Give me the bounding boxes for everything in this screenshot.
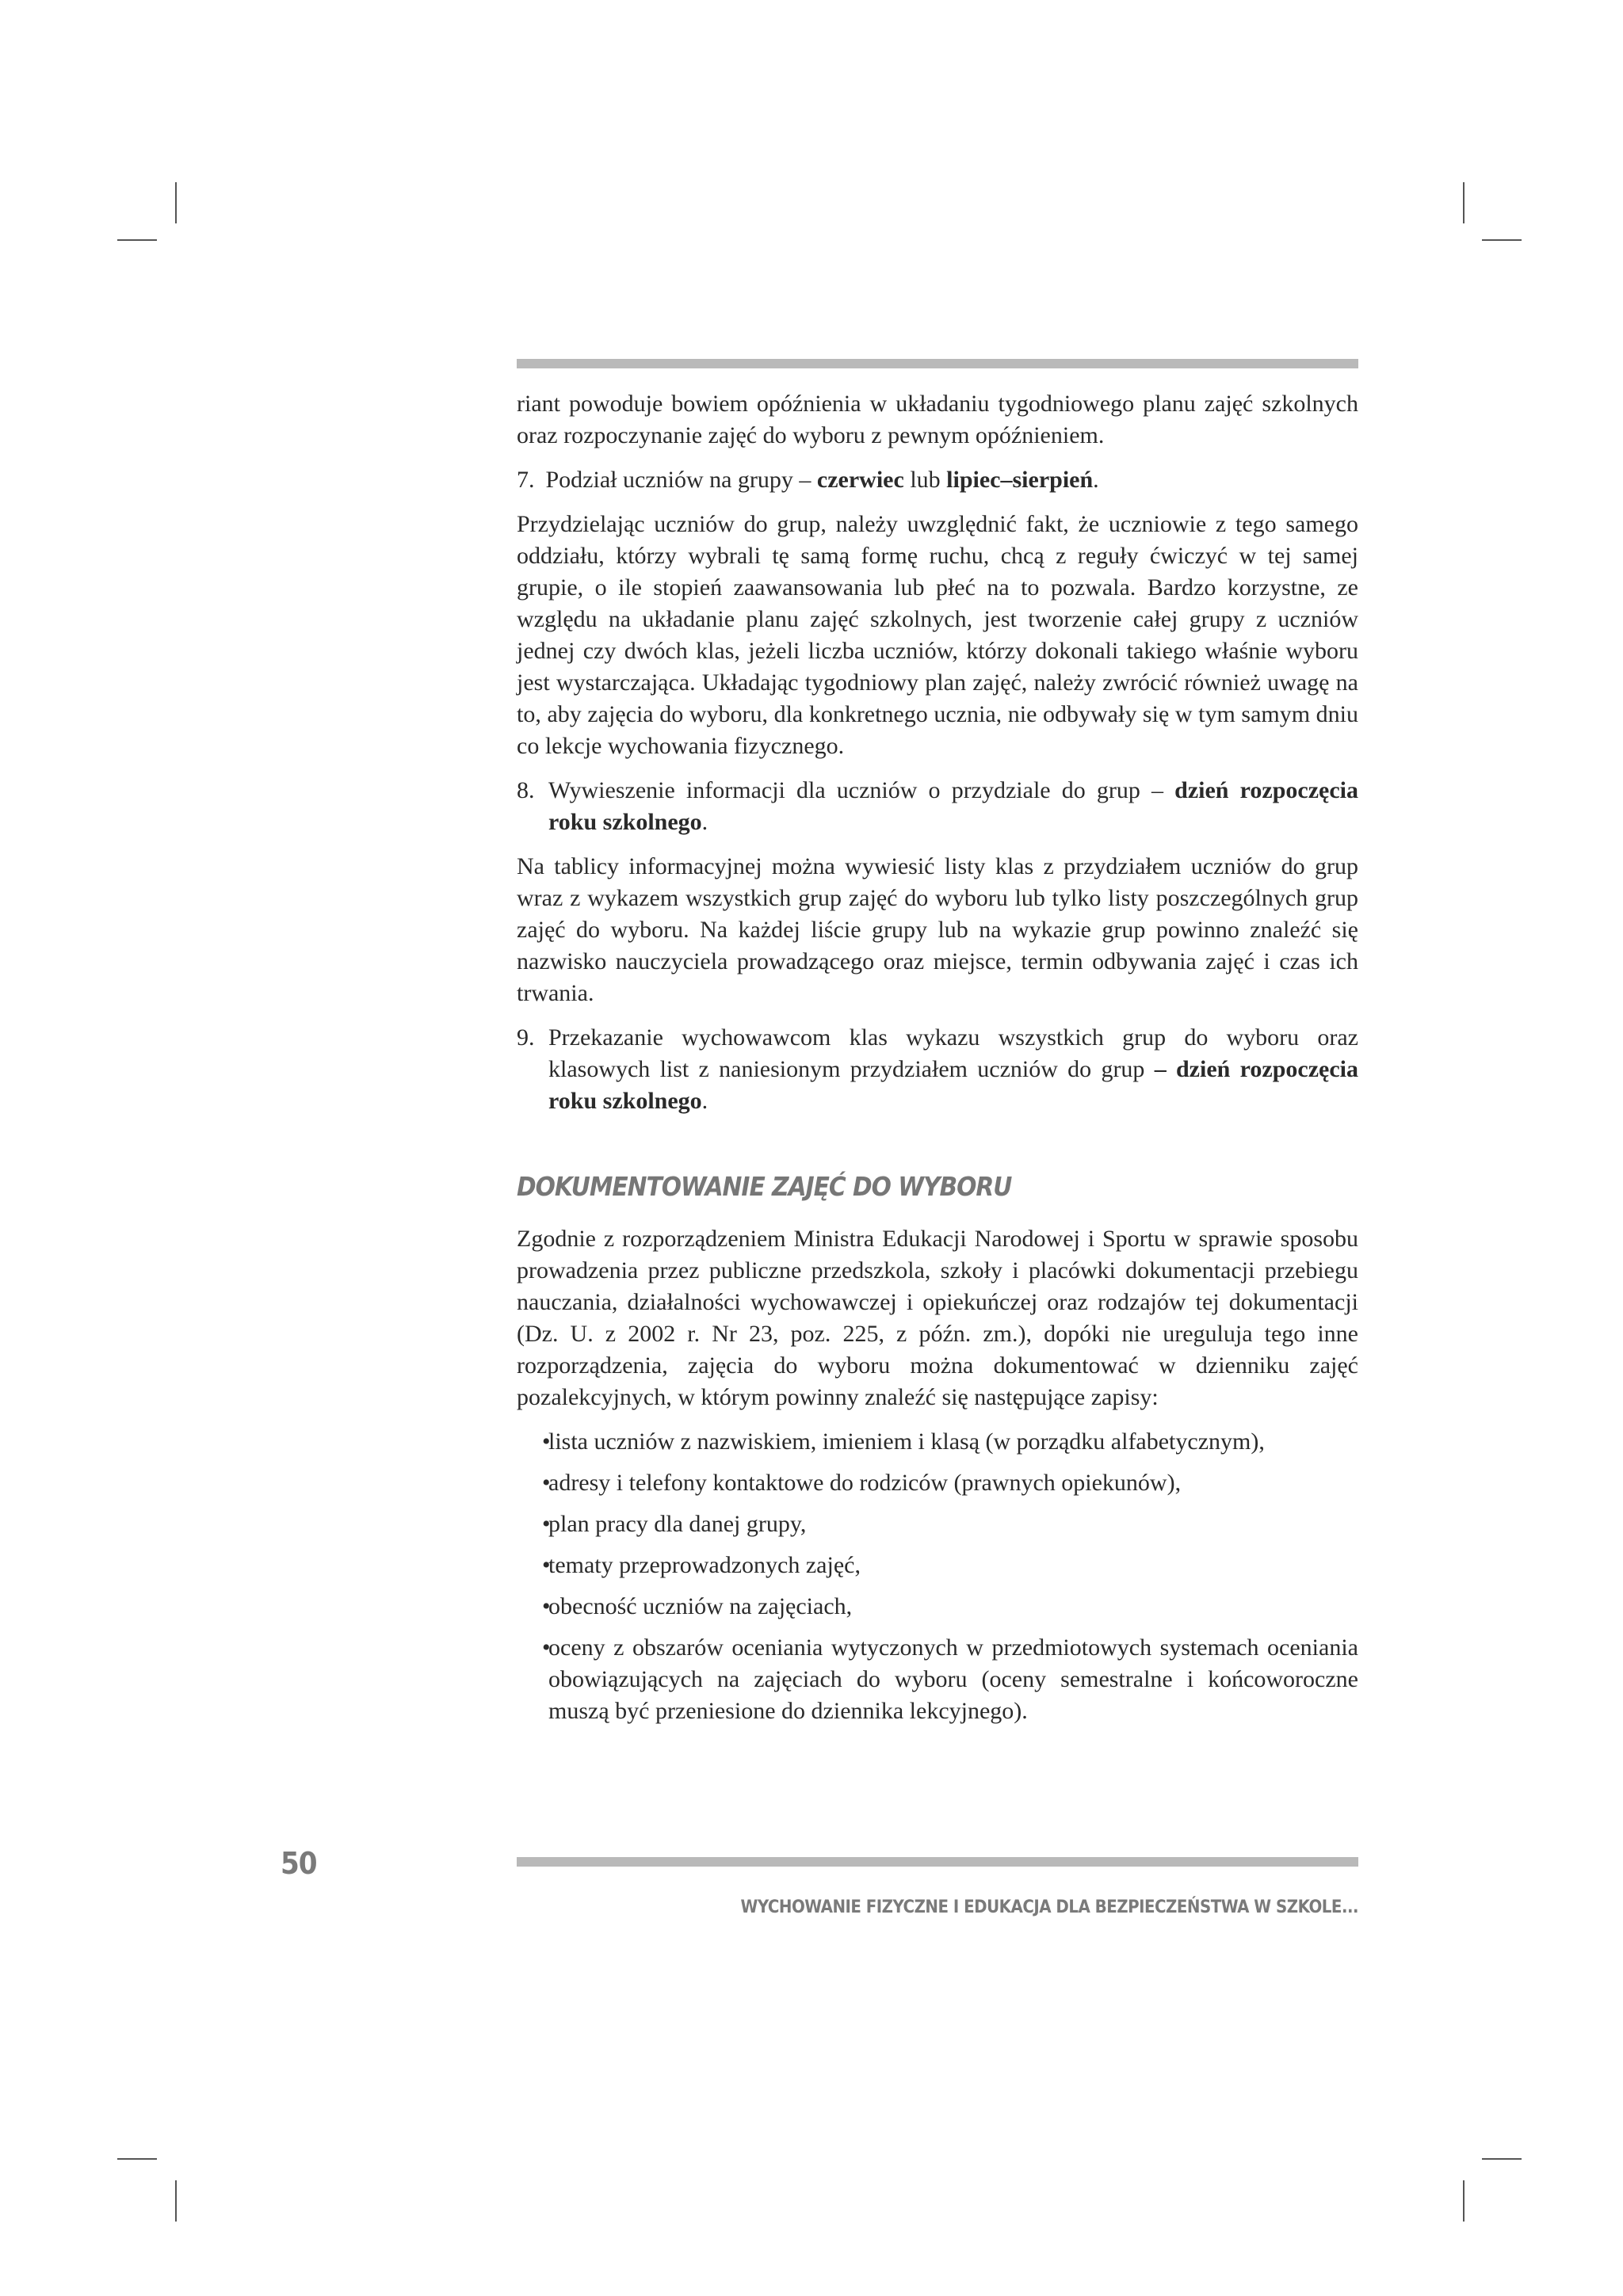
paragraph-intro: riant powoduje bowiem opóźnienia w układaniu tygodniowego planu zajęć szkolnych oraz rozpoczynanie zajęć do wyboru z pewnym opóźnieniem. (517, 391, 1358, 448)
list-item-text: tematy przeprowadzonych zajęć, (548, 1552, 861, 1578)
list-item-8 (517, 775, 1358, 838)
list-item (517, 1426, 1358, 1458)
item-text: . (1093, 467, 1099, 493)
bullet-icon: • (542, 1470, 551, 1496)
item-number: 8. (517, 777, 535, 803)
crop-mark-top-right-vertical (1463, 182, 1465, 223)
crop-mark-top-right-horizontal (1482, 239, 1522, 241)
list-item-7 (517, 464, 1358, 496)
running-footer: WYCHOWANIE FIZYCZNE I EDUKACJA DLA BEZPIECZEŃSTWA W SZKOLE... (740, 1897, 1358, 1917)
paragraph-board: Na tablicy informacyjnej można wywiesić listy klas z przydziałem uczniów do grup wraz z wykazem wszystkich grup zajęć do wyboru lub tylko listy poszczególnych grup zajęć do wyboru. Na każdej liście grupy lub na wykazie grup powinno znaleźć się nazwisko nauczyciela prowadzącego oraz miejsce, termin odbywania zajęć i czas ich trwania. (517, 853, 1358, 1006)
item-bold: lipiec–sierpień (946, 467, 1094, 493)
bullet-icon: • (542, 1428, 551, 1455)
paragraph-regulation: Zgodnie z rozporządzeniem Ministra Edukacji Narodowej i Sportu w sprawie sposobu prowadzenia przez publiczne przedszkola, szkoły i placówki dokumentacji przebiegu nauczania, działalności wychowawczej i opiekuńczej oraz rodzajów tej dokumentacji (Dz. U. z 2002 r. Nr 23, poz. 225, z późn. zm.), dopóki nie ureguluja tego inne rozporządzenia, zajęcia do wyboru można dokumentować w dzienniku zajęć pozalekcyjnych, w którym powinny znaleźć się następujące zapisy: (517, 1226, 1358, 1410)
item-bold: czerwiec (816, 467, 904, 493)
item-text: . (701, 1088, 708, 1114)
list-item-text: lista uczniów z nazwiskiem, imieniem i klasą (w porządku alfabetycznym), (548, 1428, 1265, 1455)
bullet-icon: • (542, 1634, 551, 1661)
section-heading: DOKUMENTOWANIE ZAJĘĆ DO WYBORU (517, 1171, 1012, 1202)
bullet-icon: • (542, 1593, 551, 1619)
footer-rule (517, 1857, 1358, 1867)
list-item (517, 1632, 1358, 1727)
item-text: Podział uczniów na grupy – (545, 467, 817, 493)
list-item-text: adresy i telefony kontaktowe do rodziców (prawnych opiekunów), (548, 1470, 1182, 1496)
list-item-text: oceny z obszarów oceniania wytyczonych w przedmiotowych systemach oceniania obowiązujących na zajęciach do wyboru (oceny semestralne i końcoworoczne muszą być przeniesione do dziennika lekcyjnego). (548, 1634, 1358, 1724)
item-bold: – dzień rozpoczęcia roku szkolnego (548, 1056, 1358, 1114)
bullet-list (517, 1426, 1358, 1727)
list-item (517, 1467, 1358, 1499)
list-item (517, 1591, 1358, 1623)
crop-mark-bottom-left-vertical (175, 2180, 177, 2222)
list-item-text: plan pracy dla danej grupy, (548, 1511, 807, 1537)
list-item (517, 1508, 1358, 1540)
crop-mark-top-left-vertical (175, 182, 177, 223)
item-number: 9. (517, 1024, 535, 1051)
crop-mark-bottom-right-horizontal (1482, 2158, 1522, 2160)
item-text: Wywieszenie informacji dla uczniów o przydziale do grup – (548, 777, 1175, 803)
header-rule (517, 359, 1358, 368)
item-text: . (701, 809, 708, 835)
bullet-icon: • (542, 1511, 551, 1537)
list-item-9 (517, 1022, 1358, 1117)
list-item-text: obecność uczniów na zajęciach, (548, 1593, 853, 1619)
item-text: lub (903, 467, 947, 493)
paragraph-groups: Przydzielając uczniów do grup, należy uwzględnić fakt, że uczniowie z tego samego oddziału, którzy wybrali tę samą formę ruchu, chcą z reguły ćwiczyć w tej samej grupie, o ile stopień zaawansowania lub płeć na to pozwala. Bardzo korzystne, ze względu na układanie planu zajęć szkolnych, jest tworzenie całej grupy z uczniów jednej czy dwóch klas, jeżeli liczba uczniów, którzy dokonali takiego właśnie wyboru jest wystarczająca. Układając tygodniowy plan zajęć, należy zwrócić również uwagę na to, aby zajęcia do wyboru, dla konkretnego ucznia, nie odbywały się w tym samym dniu co lekcje wychowania fizycznego. (517, 511, 1358, 759)
bullet-icon: • (542, 1552, 551, 1578)
crop-mark-bottom-left-horizontal (117, 2158, 157, 2160)
page-number: 50 (281, 1846, 317, 1881)
item-bold: dzień rozpoczęcia roku szkolnego (548, 777, 1358, 835)
page-body (517, 388, 1358, 1737)
list-item (517, 1550, 1358, 1581)
crop-mark-top-left-horizontal (117, 239, 157, 241)
crop-mark-bottom-right-vertical (1463, 2180, 1465, 2222)
item-number: 7. (517, 467, 535, 493)
item-text: Przekazanie wychowawcom klas wykazu wszystkich grup do wyboru oraz klasowych list z naniesionym przydziałem uczniów do grup (548, 1024, 1358, 1082)
